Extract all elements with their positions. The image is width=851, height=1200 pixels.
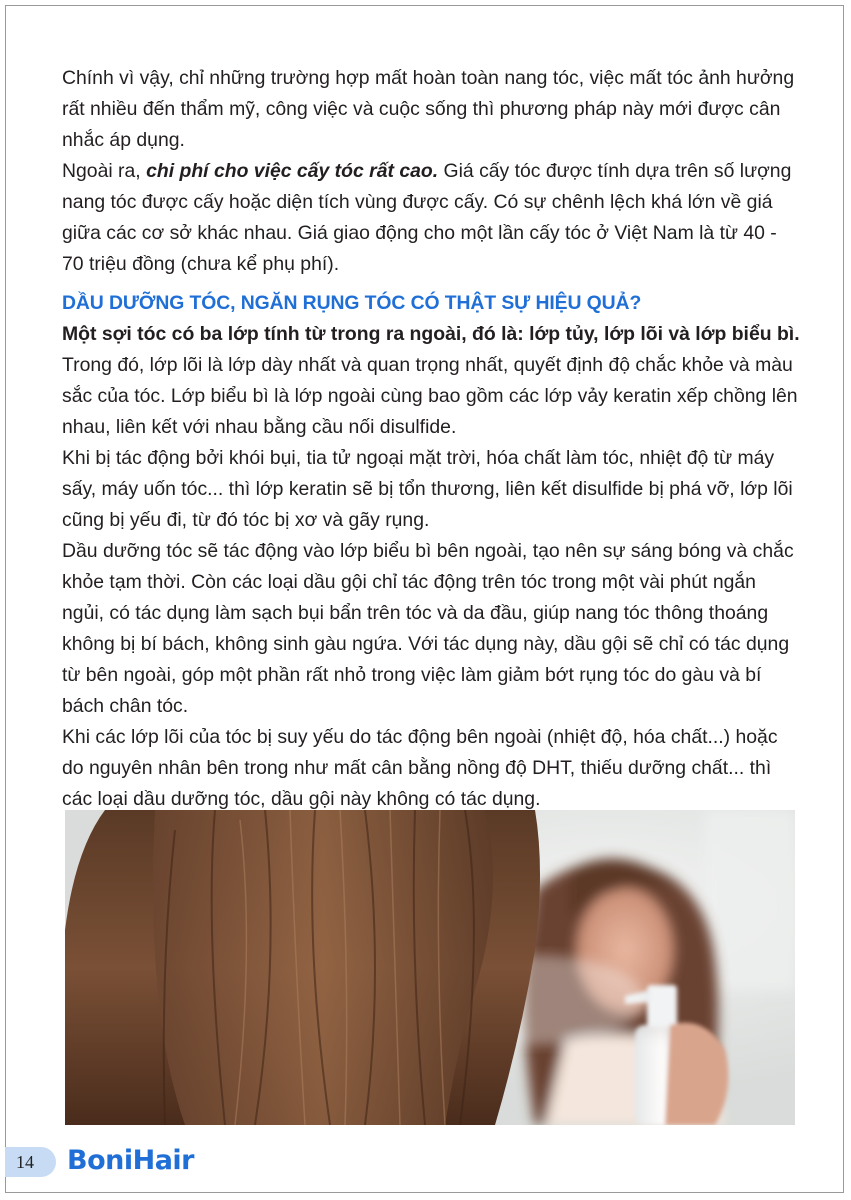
hair-layers-bold: Một sợi tóc có ba lớp tính từ trong ra ngoài, đó là: lớp tủy, lớp lõi và lớp biểu bì. bbox=[62, 323, 800, 345]
paragraph-hair-transplant-conclusion: Chính vì vậy, chỉ những trường hợp mất hoàn toàn nang tóc, việc mất tóc ảnh hưởng rất nhiều đến thẩm mỹ, công việc và cuộc sống thì phương pháp này mới được cân nhắc áp dụng. bbox=[62, 67, 795, 151]
hair-layers-detail: Trong đó, lớp lõi là lớp dày nhất và quan trọng nhất, quyết định độ chắc khỏe và màu sắc của tóc. Lớp biểu bì là lớp ngoài cùng bao gồm các lớp vảy keratin xếp chồng lên nhau, liên kết với nhau bằng cầu nối disulfide. bbox=[62, 354, 798, 438]
brand-logo-text: BoniHair bbox=[67, 1145, 194, 1176]
page-number: 14 bbox=[16, 1152, 34, 1172]
cost-detail: Giá cấy tóc được tính dựa trên số lượng nang tóc được cấy hoặc diện tích vùng được cấy. Có sự chênh lệch khá lớn về giá giữa các cơ sở khác nhau. Giá giao động cho một lần cấy tóc ở Việt Nam là từ 40 - 70 triệu đồng (chưa kể phụ phí). bbox=[62, 160, 792, 275]
paragraph-keratin-damage: Khi bị tác động bởi khói bụi, tia tử ngoại mặt trời, hóa chất làm tóc, nhiệt độ từ máy sấy, máy uốn tóc... thì lớp keratin sẽ bị tổn thương, liên kết disulfide bị phá vỡ, lớp lõi cũng bị yếu đi, từ đó tóc bị xơ và gãy rụng. bbox=[62, 447, 793, 531]
paragraph-conditioner-effect: Dầu dưỡng tóc sẽ tác động vào lớp biểu bì bên ngoài, tạo nên sự sáng bóng và chắc khỏe tạm thời. Còn các loại dầu gội chỉ tác động trên tóc trong một vài phút ngắn ngủi, có tác dụng làm sạch bụi bẩn trên tóc và da đầu, giúp nang tóc thông thoáng không bị bí bách, không sinh gàu ngứa. Với tác dụng này, dầu gội sẽ chỉ có tác dụng từ bên ngoài, góp một phần rất nhỏ trong việc làm giảm bớt rụng tóc do gàu và bí bách chân tóc. bbox=[62, 540, 794, 717]
page-number-tab bbox=[5, 1147, 56, 1177]
paragraph-core-weakness: Khi các lớp lõi của tóc bị suy yếu do tác động bên ngoài (nhiệt độ, hóa chất...) hoặc do nguyên nhân bên trong như mất cân bằng nồng độ DHT, thiếu dưỡng chất... thì các loại dầu dưỡng tóc, dầu gội này không có tác dụng. bbox=[62, 726, 778, 810]
paragraph-hair-layers bbox=[62, 319, 800, 443]
page-footer bbox=[5, 1147, 605, 1179]
hair-spray-photo bbox=[65, 810, 795, 1125]
article-body bbox=[62, 63, 800, 815]
section-heading: DẦU DƯỠNG TÓC, NGĂN RỤNG TÓC CÓ THẬT SỰ HIỆU QUẢ? bbox=[62, 292, 642, 314]
cost-emphasis: chi phí cho việc cấy tóc rất cao. bbox=[146, 160, 439, 182]
paragraph-transplant-cost bbox=[62, 156, 800, 280]
cost-lead: Ngoài ra, bbox=[62, 160, 147, 182]
